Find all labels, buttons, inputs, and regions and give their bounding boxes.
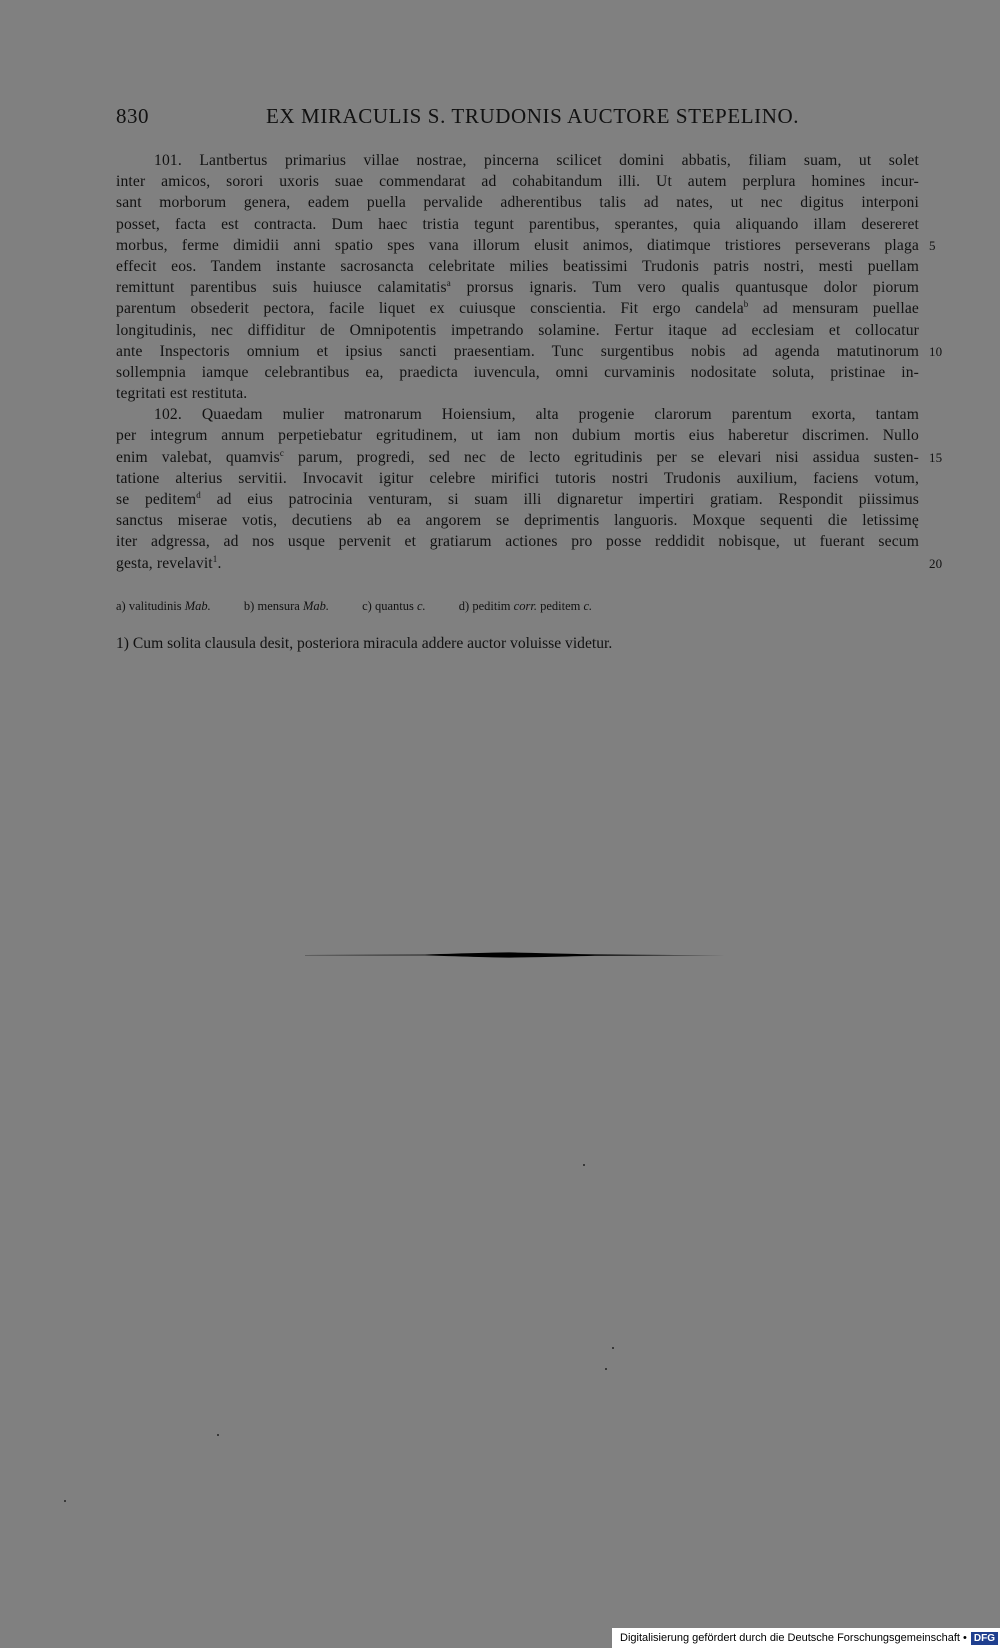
line-segment: tegritati est restituta. <box>116 385 248 403</box>
variant-entry <box>459 599 592 613</box>
variant-apparatus <box>116 599 916 614</box>
footnote-marker: b <box>743 299 749 310</box>
scan-speck <box>583 1164 585 1166</box>
text-line <box>116 531 919 552</box>
line-text <box>116 277 919 298</box>
line-segment: parum, progredi, sed nec de lecto egritudinis per se elevari nisi assidua susten- <box>283 448 919 466</box>
variant-label: c) <box>362 599 372 613</box>
text-line <box>116 150 919 171</box>
running-title: EX MIRACULIS S. TRUDONIS AUCTORE STEPELINO. <box>266 104 800 128</box>
line-segment: . <box>217 554 222 572</box>
line-text <box>116 298 919 319</box>
line-text <box>116 192 919 213</box>
variant-label: a) <box>116 599 126 613</box>
line-segment: iter adgressa, ad nos usque pervenit et gratiarum actiones pro posse reddidit nobisque, ut fuerant secum <box>116 533 919 551</box>
text-line <box>116 383 919 404</box>
line-segment: inter amicos, sorori uxoris suae commendarat ad cohabitandum illi. Ut autem perplura homines incur- <box>116 173 919 191</box>
line-segment: prorsus ignaris. Tum vero qualis quantusque dolor piorum <box>450 279 919 297</box>
line-segment: effecit eos. Tandem instante sacrosancta celebritate milies beatissimi Trudonis patris nostri, mesti puellam <box>116 257 919 275</box>
line-segment: parentum obsederit pectora, facile liquet ex cuiusque conscientia. Fit ergo candela <box>116 300 744 318</box>
line-segment: 101. Lantbertus primarius villae nostrae, pincerna scilicet domini abbatis, filiam suam, ut solet <box>154 152 919 169</box>
line-text <box>116 531 919 552</box>
line-text <box>116 468 919 489</box>
line-text <box>116 447 919 468</box>
text-line <box>116 425 919 446</box>
text-line <box>116 214 919 235</box>
line-segment: sant morborum genera, eadem puella pervalide adherentibus talis ad nates, ut nec digitus interponi <box>116 194 919 212</box>
line-segment: ad mensuram puellae <box>748 300 919 318</box>
line-text <box>116 362 919 383</box>
text-line <box>116 277 919 298</box>
variant-label: d) <box>458 599 470 613</box>
text-line <box>116 404 919 425</box>
line-text <box>116 171 919 192</box>
line-segment: enim valebat, quamvis <box>116 448 280 466</box>
variant-entry <box>116 599 214 613</box>
line-segment: longitudinis, nec diffiditur de Omnipotentis impetrando solamine. Fertur itaque ad ecclesiam et collocatur <box>116 321 919 339</box>
line-segment: ante Inspectoris omnium et ipsius sancti praesentiam. Tunc surgentibus nobis ad agenda matutinorum <box>116 342 919 360</box>
variant-entry <box>244 599 332 613</box>
line-segment: ad eius patrocinia venturam, si suam illi dignaretur impertiri gratiam. Respondit piissimus <box>200 491 919 508</box>
end-ornament-rule <box>305 950 725 960</box>
variant-siglum2: c. <box>583 599 593 613</box>
digitization-banner <box>612 1628 1000 1648</box>
variant-siglum: c. <box>416 599 426 613</box>
line-text <box>116 383 919 404</box>
text-line <box>116 171 919 192</box>
variant-text: mensura <box>257 599 300 613</box>
line-text <box>116 553 919 574</box>
line-text <box>116 214 919 235</box>
scan-speck <box>605 1368 607 1370</box>
text-line <box>116 510 919 531</box>
text-line <box>116 256 919 277</box>
text-line <box>116 489 919 510</box>
line-segment: per integrum annum perpetiebatur egritudinem, ut iam non dubium mortis eius haberetur discrimen. Nullo <box>116 427 919 445</box>
funding-notice: Digitalisierung gefördert durch die Deutsche Forschungsgemeinschaft • <box>620 1632 967 1644</box>
variant-label: b) <box>243 599 255 613</box>
variant-text: quantus <box>374 599 414 613</box>
footnote-marker: c <box>279 447 284 458</box>
dfg-logo: DFG <box>971 1632 998 1645</box>
line-text <box>116 510 919 531</box>
line-segment: remittunt parentibus suis huiusce calamitatis <box>116 279 447 297</box>
line-segment: 102. Quaedam mulier matronarum Hoiensium, alta progenie clarorum parentum exorta, tantam <box>154 406 919 424</box>
line-text <box>116 235 919 256</box>
text-line <box>116 235 936 256</box>
line-text <box>116 341 919 362</box>
footnote-marker: 1 <box>212 553 218 564</box>
variant-text: valitudinis <box>128 599 182 613</box>
footnote-marker: a <box>446 278 451 289</box>
line-text <box>116 150 919 171</box>
text-line <box>116 447 943 468</box>
variant-text: peditim <box>472 599 511 613</box>
text-line <box>116 468 919 489</box>
line-segment: sanctus miserae votis, decutiens ab ea angorem se deprimentis languoris. Moxque sequenti die letissimę <box>116 512 919 530</box>
variant-extra: peditem <box>540 599 581 613</box>
scan-speck <box>612 1347 614 1349</box>
text-line <box>116 362 919 383</box>
margin-line-number: 15 <box>929 449 943 465</box>
line-text <box>116 256 919 277</box>
line-segment: se peditem <box>116 491 197 508</box>
text-line <box>116 298 919 319</box>
variant-entry <box>362 599 429 613</box>
page-number: 830 <box>116 104 149 128</box>
margin-line-number: 10 <box>929 343 943 359</box>
margin-line-number: 5 <box>929 237 936 253</box>
margin-line-number: 20 <box>929 555 943 571</box>
line-segment: sollempnia iamque celebrantibus ea, praedicta iuvencula, omni curvaminis nodositate soluta, pristinae in- <box>116 363 919 381</box>
line-text <box>116 404 919 425</box>
footnote-marker: d <box>196 490 201 500</box>
scan-speck <box>64 1500 66 1502</box>
text-line <box>116 553 943 574</box>
line-segment: posset, facta est contracta. Dum haec tristia tegunt parentibus, sperantes, quia aliquando illam desereret <box>116 215 919 233</box>
line-text <box>116 489 919 510</box>
variant-siglum: corr. <box>513 599 537 613</box>
line-text <box>116 425 919 446</box>
line-segment: tatione alterius servitii. Invocavit igitur celebre mirifici tutoris nostri Trudonis auxilium, faciens votum, <box>116 469 919 487</box>
text-line <box>116 320 919 341</box>
text-line <box>116 341 943 362</box>
main-text <box>116 150 943 574</box>
explanatory-footnote: 1) Cum solita clausula desit, posteriora miracula addere auctor voluisse videtur. <box>116 635 613 652</box>
line-segment: gesta, revelavit <box>116 554 213 572</box>
variant-siglum: Mab. <box>184 599 211 613</box>
page-header <box>116 104 916 132</box>
scan-speck <box>217 1434 219 1436</box>
text-line <box>116 192 919 213</box>
variant-siglum: Mab. <box>302 599 329 613</box>
line-segment: morbus, ferme dimidii anni spatio spes vana illorum elusit animos, diatimque tristiores perseverans plaga <box>116 236 919 254</box>
line-text <box>116 320 919 341</box>
